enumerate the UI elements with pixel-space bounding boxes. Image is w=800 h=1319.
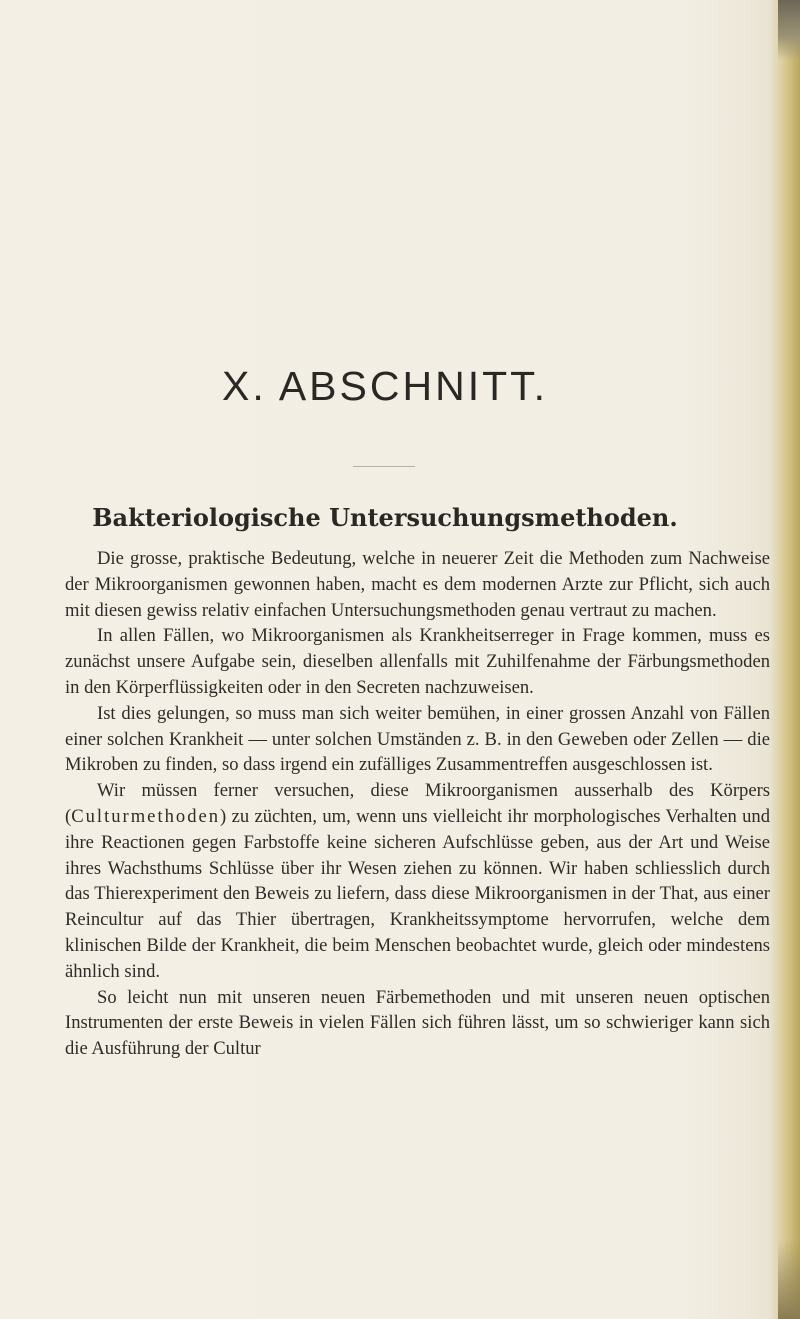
paragraph-4-end: ) zu züchten, um, wenn uns vielleicht ihr morphologisches Verhalten und ihre Reactionen gegen Farbstoffe keine sicheren Aufschlüsse geben, aus der Art und Weise ihres Wachsthums Schlüsse über ihr Wesen ziehen zu können. Wir haben schliesslich durch das Thierexperiment den Beweis zu liefern, dass diese Mikroorganismen in der That, aus einer Reincultur auf das Thier übertragen, Krankheitssymptome hervorrufen, welche dem klinischen Bilde der Krankheit, die beim Menschen beobachtet wurde, gleich oder mindestens ähnlich sind. bbox=[65, 805, 770, 982]
paragraph-5: So leicht nun mit unseren neuen Färbemethoden und mit unseren neuen optischen Instrumenten der erste Beweis in vielen Fällen sich führen lässt, um so schwieriger kann sich die Ausführung der Cultur bbox=[65, 986, 770, 1060]
paragraph-3: Ist dies gelungen, so muss man sich weiter bemühen, in einer grossen Anzahl von Fällen einer solchen Krankheit — unter solchen Umständen z. B. in den Geweben oder Zellen — die Mikroben zu finden, so dass irgend ein zufälliges Zusammentreffen ausgeschlossen ist. bbox=[65, 702, 770, 776]
page-edge-bottom-shadow bbox=[778, 1239, 800, 1319]
section-title: Bakteriologische Untersuchungsmethoden. bbox=[92, 503, 678, 532]
spaced-term: Culturmethoden bbox=[71, 805, 221, 827]
chapter-heading: X. ABSCHNITT. bbox=[221, 363, 549, 409]
heading-divider bbox=[353, 466, 415, 467]
body-text bbox=[65, 546, 770, 1062]
paragraph-4-start: Wir müssen ferner versuchen, diese Mikroorganismen ausserhalb des Körpers ( bbox=[65, 780, 770, 827]
paragraph-2: In allen Fällen, wo Mikroorganismen als Krankheitserreger in Frage kommen, muss es zunächst unsere Aufgabe sein, dieselben allenfalls mit Zuhilfenahme der Färbungsmethoden in den Körperflüssigkeiten oder in den Secreten nachzuweisen. bbox=[65, 625, 770, 698]
paragraph-1: Die grosse, praktische Bedeutung, welche in neuerer Zeit die Methoden zum Nachweise der Mikroorganismen gewonnen haben, macht es dem modernen Arzte zur Pflicht, sich auch mit diesen gewiss relativ einfachen Untersuchungsmethoden genau vertraut zu machen. bbox=[65, 548, 770, 621]
paragraph-4 bbox=[65, 778, 770, 984]
page-edge-shadow bbox=[770, 0, 800, 1319]
page-edge-top-shadow bbox=[778, 0, 800, 60]
